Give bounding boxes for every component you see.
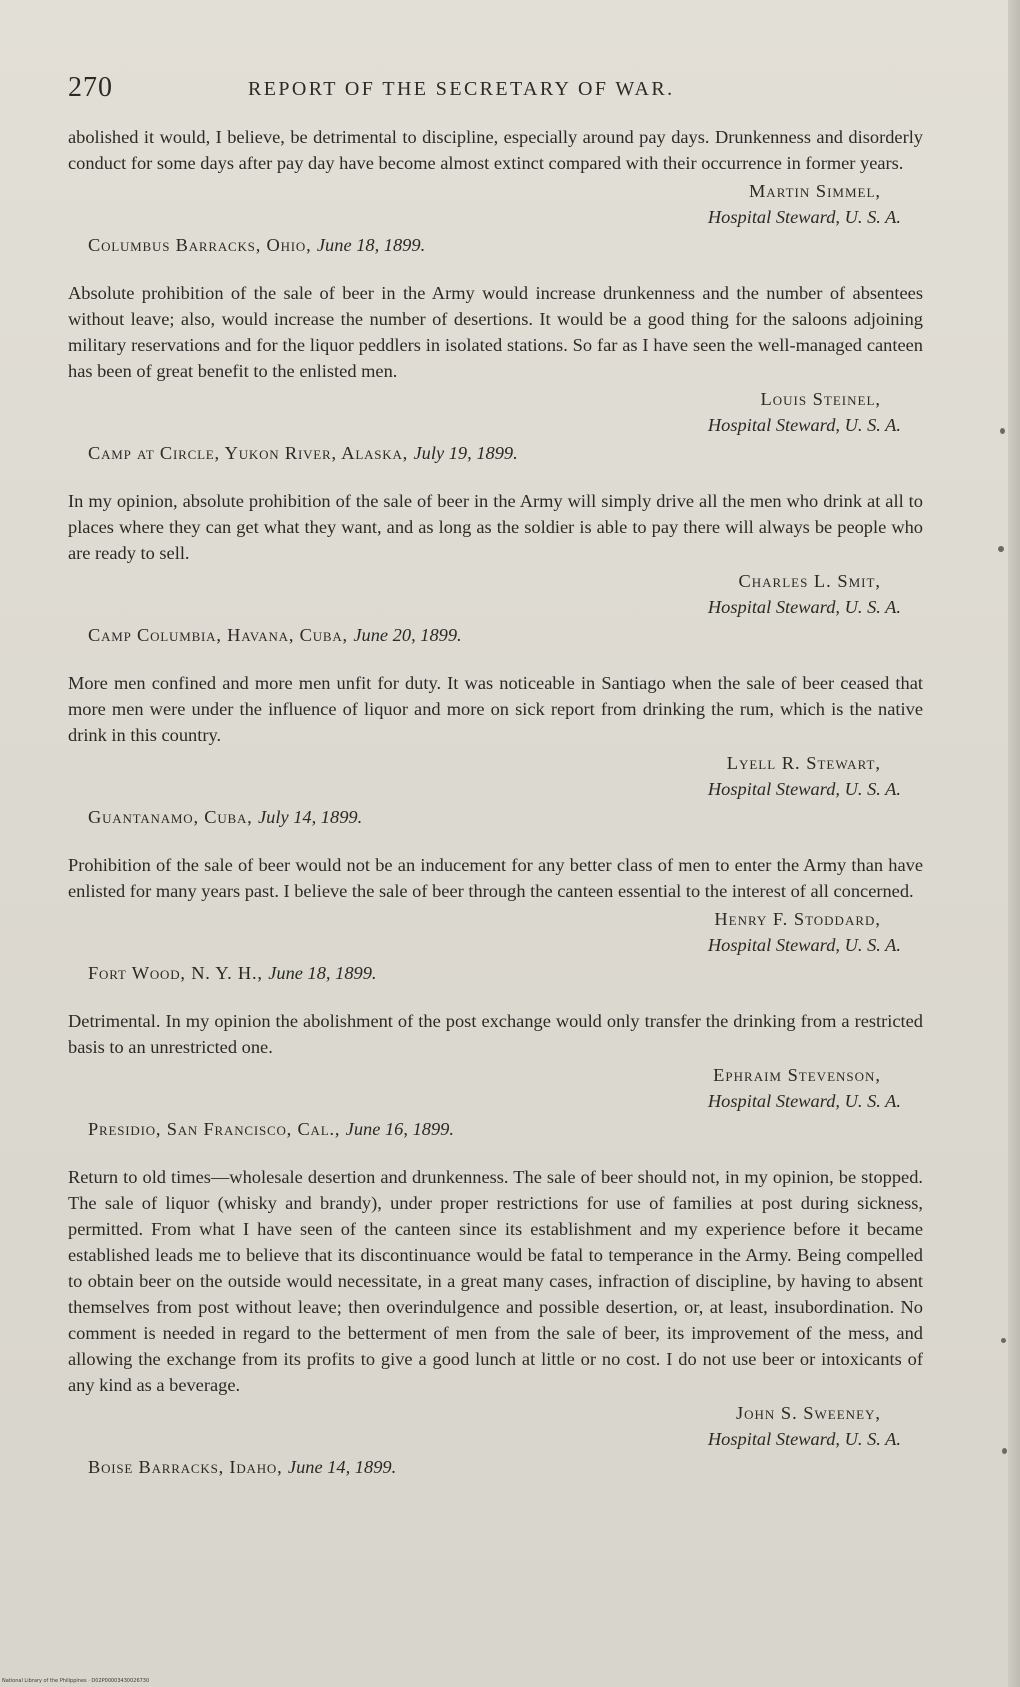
letter-entry [68, 280, 923, 466]
entry-date: June 18, 1899. [316, 235, 426, 255]
signatory-name: Lyell R. Stewart, [726, 753, 881, 773]
location-place: Boise Barracks, Idaho, [88, 1457, 283, 1477]
signatory-name: Martin Simmel, [748, 181, 881, 201]
letter-entry [68, 1008, 923, 1142]
letter-entry [68, 488, 923, 648]
signatory-name: Henry F. Stoddard, [714, 909, 881, 929]
page-header [68, 72, 928, 108]
entry-text: abolished it would, I believe, be detrimental to discipline, especially around pay days. Drunkenness and disorderly conduct for some days after pay day have become almost extinct compared with their occurrence in former years. [68, 127, 923, 173]
signatory-name: Louis Steinel, [760, 389, 881, 409]
location-place: Fort Wood, N. Y. H., [88, 963, 263, 983]
location-place: Camp Columbia, Havana, Cuba, [88, 625, 348, 645]
scan-footer: National Library of the Philippines · D02P00003430026730 [2, 1678, 150, 1684]
entry-text: In my opinion, absolute prohibition of the sale of beer in the Army will simply drive all the men who drink at all to places where they can get what they want, and as long as the soldier is able to pay there will always be people who are ready to sell. [68, 491, 923, 563]
entry-date: June 20, 1899. [353, 625, 462, 645]
letter-entry [68, 124, 923, 258]
page-edge [1008, 0, 1020, 1687]
entry-location [88, 232, 923, 258]
entry-date: July 19, 1899. [413, 443, 518, 463]
signatory-name: Ephraim Stevenson, [713, 1065, 881, 1085]
signatory-title: Hospital Steward, U. S. A. [707, 1429, 901, 1449]
entry-text: Detrimental. In my opinion the abolishment of the post exchange would only transfer the drinking from a restricted basis to an unrestricted one. [68, 1011, 923, 1057]
signatory-title: Hospital Steward, U. S. A. [707, 597, 901, 617]
scan-speck [998, 546, 1004, 552]
letter-entry [68, 670, 923, 830]
entry-location [88, 1454, 923, 1480]
entry-text: Prohibition of the sale of beer would not be an inducement for any better class of men to enter the Army than have enlisted for many years past. I believe the sale of beer through the canteen essential to the interest of all concerned. [68, 855, 923, 901]
signatory-name: Charles L. Smit, [738, 571, 881, 591]
scan-speck [1001, 1338, 1006, 1343]
entry-text: More men confined and more men unfit for duty. It was noticeable in Santiago when the sale of beer ceased that more men were under the influence of liquor and more on sick report from drinking the rum, which is the native drink in this country. [68, 673, 923, 745]
entry-date: June 16, 1899. [345, 1119, 454, 1139]
entry-location [88, 960, 923, 986]
signatory-title: Hospital Steward, U. S. A. [707, 1091, 901, 1111]
letter-entry [68, 852, 923, 986]
location-place: Columbus Barracks, Ohio, [88, 235, 312, 255]
scan-speck [1002, 1448, 1007, 1454]
signatory-title: Hospital Steward, U. S. A. [707, 779, 901, 799]
scan-speck [1000, 428, 1005, 434]
signatory-title: Hospital Steward, U. S. A. [707, 935, 901, 955]
signatory-name: John S. Sweeney, [735, 1403, 881, 1423]
entry-date: July 14, 1899. [257, 807, 363, 827]
running-head: REPORT OF THE SECRETARY OF WAR. [248, 78, 675, 100]
entry-location [88, 622, 923, 648]
entry-location [88, 1116, 923, 1142]
entry-date: June 18, 1899. [268, 963, 377, 983]
page-number: 270 [68, 72, 113, 103]
location-place: Camp at Circle, Yukon River, Alaska, [88, 443, 409, 463]
entry-text: Absolute prohibition of the sale of beer in the Army would increase drunkenness and the number of absentees without leave; also, would increase the number of desertions. It would be a good thing for the saloons adjoining military reservations and for the liquor peddlers in isolated stations. So far as I have seen the well-managed canteen has been of great benefit to the enlisted men. [68, 283, 923, 381]
location-place: Guantanamo, Cuba, [88, 807, 253, 827]
report-body [68, 124, 923, 1502]
entry-location [88, 440, 923, 466]
entry-location [88, 804, 923, 830]
entry-date: June 14, 1899. [287, 1457, 397, 1477]
entry-text: Return to old times—wholesale desertion and drunkenness. The sale of beer should not, in my opinion, be stopped. The sale of liquor (whisky and brandy), under proper restrictions for use of families at post during sickness, permitted. From what I have seen of the canteen since its establishment and my experience before it became established leads me to believe that its discontinuance would be fatal to temperance in the Army. Being compelled to obtain beer on the outside would necessitate, in a great many cases, infraction of discipline, by having to absent themselves from post without leave; then overindulgence and possible desertion, or, at least, insubordination. No comment is needed in regard to the betterment of men from the sale of beer, its improvement of the mess, and allowing the exchange from its profits to give a good lunch at little or no cost. I do not use beer or intoxicants of any kind as a beverage. [68, 1167, 923, 1395]
signatory-title: Hospital Steward, U. S. A. [707, 207, 901, 227]
location-place: Presidio, San Francisco, Cal., [88, 1119, 341, 1139]
signatory-title: Hospital Steward, U. S. A. [707, 415, 901, 435]
letter-entry-final [68, 1164, 923, 1480]
